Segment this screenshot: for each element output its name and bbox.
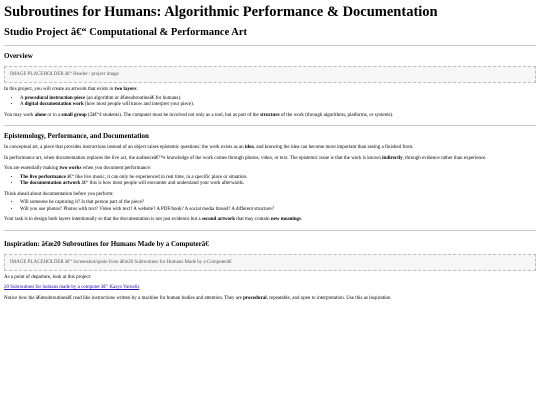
list-item: • Will you use photos? Photos with text? Video with text? A website? A PDF/book? A social media thread? A different structure? — [20, 207, 536, 214]
divider — [4, 230, 536, 231]
list-item: • The live performance â€“ like live music, it can only be experienced in real time, in a specific place or situation. — [20, 175, 536, 182]
think-ahead-paragraph: Think ahead about documentation before you perform: — [4, 191, 114, 197]
list-item: • Will someone be capturing it? Is that person part of the piece? — [20, 200, 536, 207]
work-paragraph: You may work alone or in a small group (2â€“4 students). The computer must be involved not only as a tool, but as part of the structure of the work (through algorithms, platforms, or systems). — [4, 112, 394, 118]
two-works-paragraph: You are essentially making two works when you document performance: — [4, 166, 152, 171]
page-title: Subroutines for Humans: Algorithmic Performance & Documentation — [4, 4, 438, 20]
intro-paragraph: In this project, you will create an artwork that exists in two layers: — [4, 87, 138, 92]
questions-list — [4, 200, 536, 213]
layers-list — [4, 96, 536, 109]
document-page — [4, 4, 536, 302]
notice-paragraph: Notice how the â€œsubroutinesâ€ read like instructions written by a machine for human bodies and attention. They are procedural, repeatable, and open to interpretation. Use this as inspiration — [4, 295, 391, 301]
works-list — [4, 175, 536, 188]
page-subtitle: Studio Project â€“ Computational & Performance Art — [4, 27, 248, 38]
divider — [4, 45, 536, 46]
overview-heading: Overview — [4, 52, 33, 60]
performance-paragraph: In performance art, when documentation replaces the live act, the audienceâ€™s knowledge of the work comes through photos, video, or text. The epistemic issue is that the work is known indirectly, through evidence rather than experience. — [4, 155, 487, 161]
list-item: • The documentation artwork â€“ this is how most people will encounter and understand your work afterwards. — [20, 181, 536, 188]
screenshot-image-placeholder: IMAGE PLACEHOLDER â€“ Screenshot/quote from â€œ20 Subroutines for Humans Made by a Computerâ€ — [4, 254, 536, 271]
epistemology-heading: Epistemology, Performance, and Documentation — [4, 132, 149, 140]
project-link[interactable]: 20 Subroutines for humans made by a computer â€“ Kazys Varnelis — [4, 285, 140, 290]
list-item: • A procedural instruction-piece (an algorithm or â€œsubroutineâ€ for humans). — [20, 96, 536, 103]
header-image-placeholder: IMAGE PLACEHOLDER â€“ Header / project image — [4, 66, 536, 83]
conceptual-paragraph: In conceptual art, a piece that provides instructions instead of an object raises epistemic questions: the work exists as an idea, and knowing the idea can become more important than seeing a finished form. — [4, 145, 414, 150]
departure-paragraph: As a point of departure, look at this project: — [4, 274, 92, 280]
task-paragraph: Your task is to design both layers intentionally so that the documentation is not just evidence but a second artwork that may contain new meanings. — [4, 217, 303, 222]
inspiration-heading: Inspiration: â€œ20 Subroutines for Humans Made by a Computerâ€ — [4, 239, 209, 248]
divider — [4, 125, 536, 126]
list-item: • A digital documentation work (how most people will know and interpret your piece). — [20, 102, 536, 109]
link-paragraph — [4, 285, 536, 292]
